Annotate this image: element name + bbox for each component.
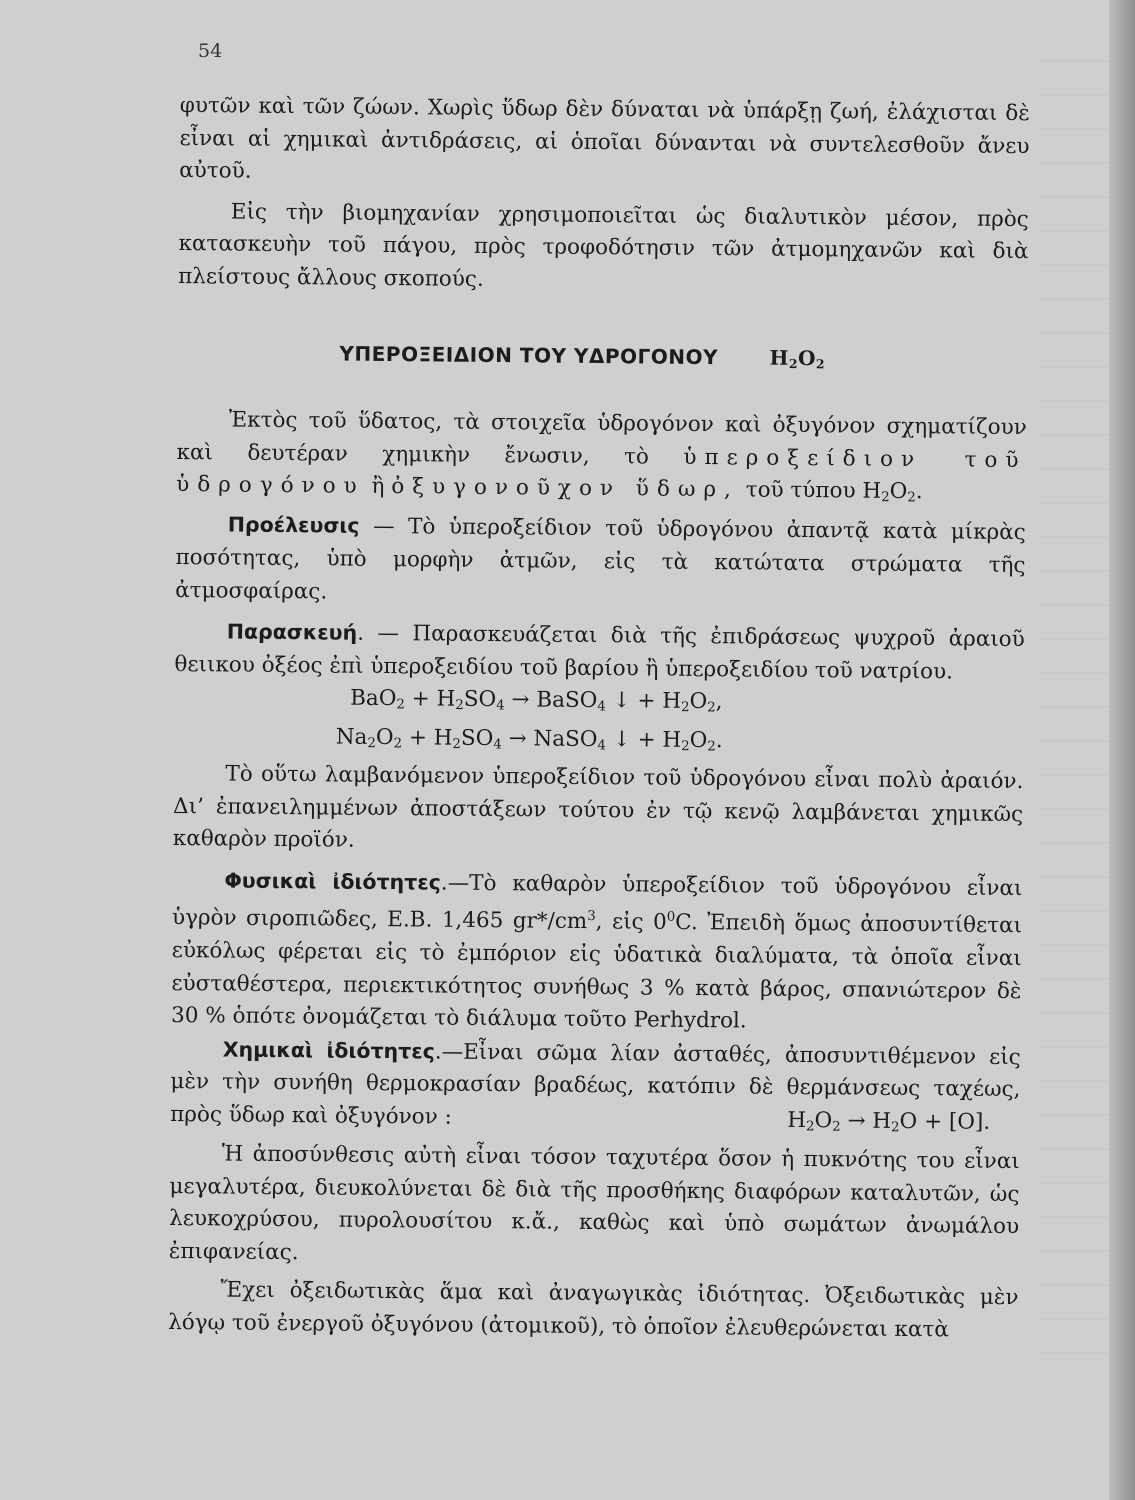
- intro-paragraph-1: φυτῶν καὶ τῶν ζώων. Χωρὶς ὕδωρ δὲν δύναται νὰ ὑπάρξῃ ζωή, ἐλάχισται δὲ εἶναι αἱ χημικαὶ ἀντιδράσεις, αἱ ὁποῖαι δύνανται νὰ συντελεσθοῦν ἄνευ αὐτοῦ.: [179, 92, 1030, 184]
- page-content: [168, 90, 1030, 1348]
- oxidizing-paragraph: Ἔχει ὀξειδωτικὰς ἅμα καὶ ἀναγωγικὰς ἰδιότητας. Ὀξειδωτικὰς μὲν λόγῳ τοῦ ἐνεργοῦ ὀξυγόνου (ἀτομικοῦ), τὸ ὁποῖον ἐλευθερώνεται κατὰ: [168, 1277, 1019, 1343]
- page-number: 54: [198, 40, 223, 62]
- section-title: [177, 336, 1027, 383]
- physical-properties-heading: Φυσικαὶ ἰδιότητες: [224, 868, 441, 895]
- equation-barium: $BaO_2 + H_2SO_4$ → BaSO$_4$ ↓ + $H_2O_2$,: [350, 685, 723, 716]
- section-title-text: ΥΠΕΡΟΞΕΙΔΙΟΝ ΤΟΥ ΥΔΡΟΓΟΝΟΥ: [339, 341, 719, 369]
- spaced-term-peroxide: ὑπεροξείδιον τοῦ ὑδρογόνου: [176, 444, 1027, 500]
- definition-formula: $H_2O_2$.: [862, 479, 923, 506]
- preparation-paragraph: Παρασκευή. — Παρασκευάζεται διὰ τῆς ἐπιδράσεως ψυχροῦ ἀραιοῦ θειικου ὀξέος ἐπὶ ὑπεροξειδίου τοῦ βαρίου ἢ ὑπεροξειδίου τοῦ νατρίου.: [174, 619, 1025, 685]
- chemical-properties-paragraph: Χημικαὶ ἰδιότητες.—Εἶναι σῶμα λίαν ἀσταθές, ἀποσυντιθέμενον εἰς μὲν τὴν συνήθη θερμοκρασίαν βραδέως, κατόπιν δὲ θερμάνσεως ταχέως, πρὸς ὕδωρ καὶ ὀξυγόνον : $H_2O_2 \to H_2O + [O]$.: [170, 1033, 1021, 1140]
- physical-properties-paragraph: Φυσικαὶ ἰδιότητες.—Τὸ καθαρὸν ὑπεροξείδιον τοῦ ὑδρογόνου εἶναι ὑγρὸν σιροπιῶδες, Ε.Β. 1,465 $gr*/cm^3$, εἰς $0^0C$. Ἐπειδὴ ὅμως ἀποσυντίθεται εὐκόλως φέρεται εἰς τὸ ἐμπόριον εἰς ὑδατικὰ διαλύματα, τὰ ὁποῖα εἶναι εὐσταθέστερα, περιεκτικότητος συνήθως 3 % κατὰ βάρος, σπανιώτερον δὲ 30 % ὁπότε ὀνομάζεται τὸ διάλυμα τοῦτο Perhydrol.: [170, 868, 1023, 1034]
- preparation-heading: Παρασκευή: [226, 619, 358, 645]
- bleed-through-texture: [1040, 60, 1110, 1360]
- spaced-term-oxygenated-water: ὀξυγονοῦχον ὕδωρ,: [391, 474, 740, 503]
- origin-paragraph: Προέλευσις — Τὸ ὑπεροξείδιον τοῦ ὑδρογόνου ἀπαντᾷ κατὰ μίκρὰς ποσότητας, ὑπὸ μορφὴν ἀτμῶν, εἰς τὰ κατώτατα στρώματα τῆς ἀτμοσφαίρας.: [175, 512, 1026, 604]
- preparation-result-paragraph: Τὸ οὕτω λαμβανόμενον ὑπεροξείδιον τοῦ ὑδρογόνου εἶναι πολὺ ἀραιόν. Δι’ ἐπανειλημμένων ἀποστάξεων τούτου ἐν τῷ κενῷ λαμβάνεται χημικῶς καθαρὸν προϊόν.: [172, 761, 1024, 853]
- definition-paragraph: Ἐκτὸς τοῦ ὕδατος, τὰ στοιχεῖα ὑδρογόνον καὶ ὀξυγόνον σχηματίζουν καὶ δευτέραν χημικὴν ἔνωσιν, τὸ ὑπεροξείδιον τοῦ ὑδρογόνου ἢ ὀξυγονοῦχον ὕδωρ, τοῦ τύπου $H_2O_2$.: [176, 407, 1027, 506]
- equation-sodium: $Na_2O_2 + H_2SO_4$ → NaSO$_4$ ↓ + $H_2O_2$.: [335, 724, 723, 755]
- chemical-properties-heading: Χημικαὶ ἰδιότητες: [222, 1037, 435, 1064]
- origin-heading: Προέλευσις: [227, 512, 360, 539]
- decomposition-paragraph: Ἡ ἀποσύνθεσις αὐτὴ εἶναι τόσον ταχυτέρα ὅσον ἡ πυκνότης του εἶναι μεγαλυτέρα, διευκολύνεται δὲ διὰ τῆς προσθήκης διαφόρων καταλυτῶν, ὡς λευκοχρύσου, πυρολουσίτου κ.ἄ., καθὼς καὶ ὑπὸ σωμάτων ἀνωμάλου ἐπιφανείας.: [168, 1141, 1020, 1265]
- intro-paragraph-2: Εἰς τὴν βιομηχανίαν χρησιμοποιεῖται ὡς διαλυτικὸν μέσον, πρὸς κατασκευὴν τοῦ πάγου, πρὸς τροφοδότησιν τῶν ἀτμομηχανῶν καὶ διὰ πλείστους ἄλλους σκοπούς.: [178, 199, 1029, 292]
- section-title-formula: $H_2O_2$: [769, 345, 826, 371]
- decomposition-equation: $H_2O_2 \to H_2O + [O]$.: [787, 1107, 991, 1136]
- page-edge-shadow: [1109, 0, 1135, 1500]
